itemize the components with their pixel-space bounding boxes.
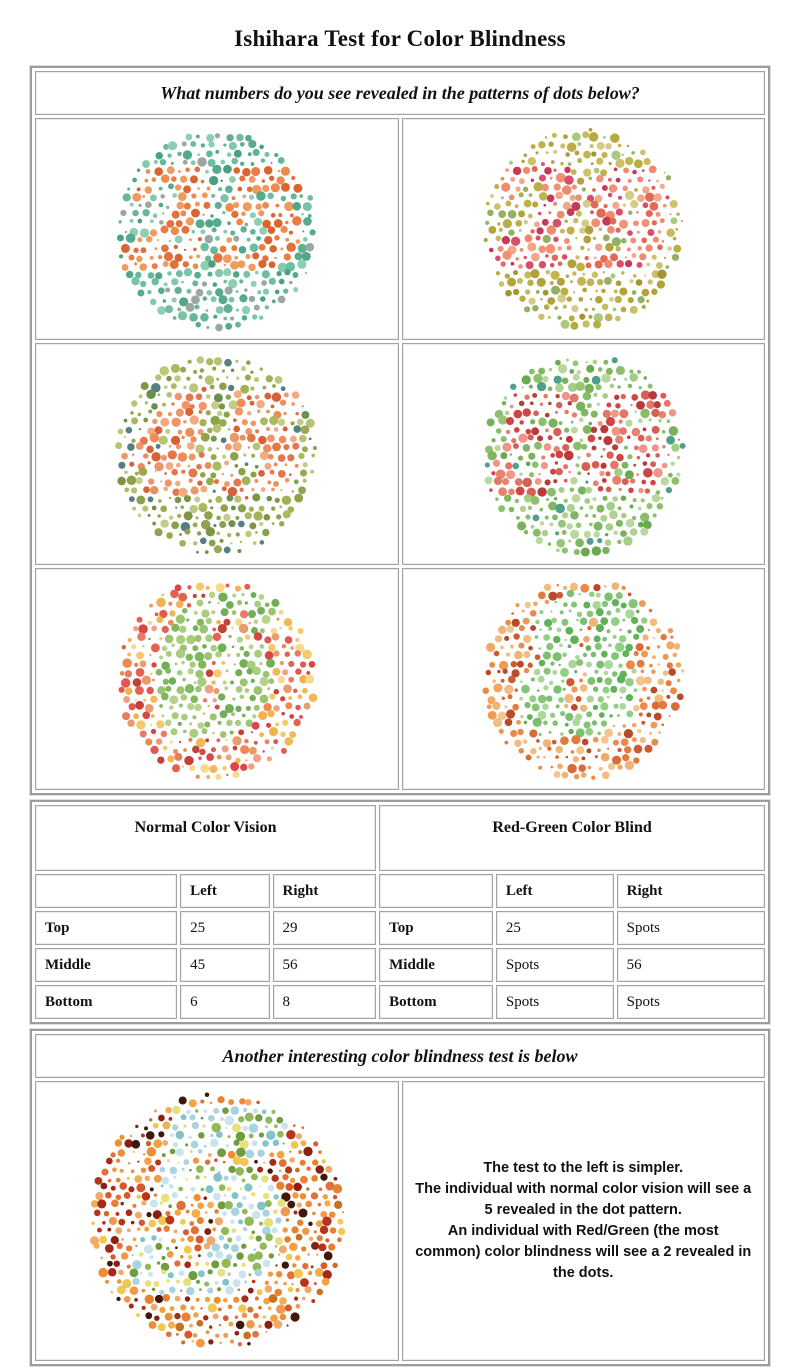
colorblind-right-header: Right	[617, 874, 765, 908]
row-label: Top	[379, 911, 493, 945]
plate-cell-top-left	[35, 118, 399, 340]
ishihara-plate-56	[406, 349, 761, 559]
result-value: 25	[180, 911, 269, 945]
result-value: Spots	[496, 948, 614, 982]
another-test-banner: Another interesting color blindness test is below	[35, 1034, 765, 1078]
row-label: Bottom	[35, 985, 177, 1019]
ishihara-plate-25	[39, 124, 394, 334]
result-value: Spots	[496, 985, 614, 1019]
plate-row-bottom	[35, 568, 765, 790]
plate-row-middle	[35, 343, 765, 565]
explanation-line: The individual with normal color vision will see a 5 revealed in the dot pattern.	[415, 1180, 752, 1218]
plate-cell-middle-left	[35, 343, 399, 565]
empty-corner-cell	[35, 874, 177, 908]
explanation-line: The test to the left is simpler.	[483, 1159, 684, 1176]
question-row	[35, 71, 765, 115]
result-value: 6	[180, 985, 269, 1019]
ishihara-plate-29	[406, 124, 761, 334]
results-row-middle	[35, 948, 765, 982]
row-label: Middle	[35, 948, 177, 982]
results-row-bottom	[35, 985, 765, 1019]
result-value: 25	[496, 911, 614, 945]
colorblind-header: Red-Green Color Blind	[379, 805, 765, 871]
result-value: 56	[273, 948, 377, 982]
ishihara-plate-6	[39, 574, 394, 784]
result-value: 8	[273, 985, 377, 1019]
normal-vision-header: Normal Color Vision	[35, 805, 376, 871]
row-label: Bottom	[379, 985, 493, 1019]
results-column-header-row	[35, 874, 765, 908]
ishihara-plate-45	[39, 349, 394, 559]
result-value: 56	[617, 948, 765, 982]
page-title: Ishihara Test for Color Blindness	[234, 26, 566, 51]
results-row-top	[35, 911, 765, 945]
result-value: Spots	[617, 985, 765, 1019]
explanation-line: An individual with Red/Green (the most common) color blindness will see a 2 revealed in the dots.	[415, 1223, 752, 1282]
result-value: 29	[273, 911, 377, 945]
final-plate-cell	[35, 1081, 399, 1361]
plate-row-top	[35, 118, 765, 340]
results-table	[30, 800, 770, 1024]
plate-cell-middle-right	[402, 343, 766, 565]
second-test-table	[30, 1029, 770, 1366]
plate-cell-bottom-left	[35, 568, 399, 790]
colorblind-left-header: Left	[496, 874, 614, 908]
result-value: 45	[180, 948, 269, 982]
normal-left-header: Left	[180, 874, 269, 908]
row-label: Middle	[379, 948, 493, 982]
results-header-row	[35, 805, 765, 871]
ishihara-plate-8	[406, 574, 761, 784]
plates-table	[30, 66, 770, 795]
plate-cell-bottom-right	[402, 568, 766, 790]
empty-corner-cell	[379, 874, 493, 908]
row-label: Top	[35, 911, 177, 945]
result-value: Spots	[617, 911, 765, 945]
ishihara-plate-5	[42, 1089, 391, 1353]
explanation-cell	[402, 1081, 766, 1361]
second-test-row	[35, 1081, 765, 1361]
another-heading-row	[35, 1034, 765, 1078]
question-banner: What numbers do you see revealed in the patterns of dots below?	[35, 71, 765, 115]
normal-right-header: Right	[273, 874, 377, 908]
plate-cell-top-right	[402, 118, 766, 340]
